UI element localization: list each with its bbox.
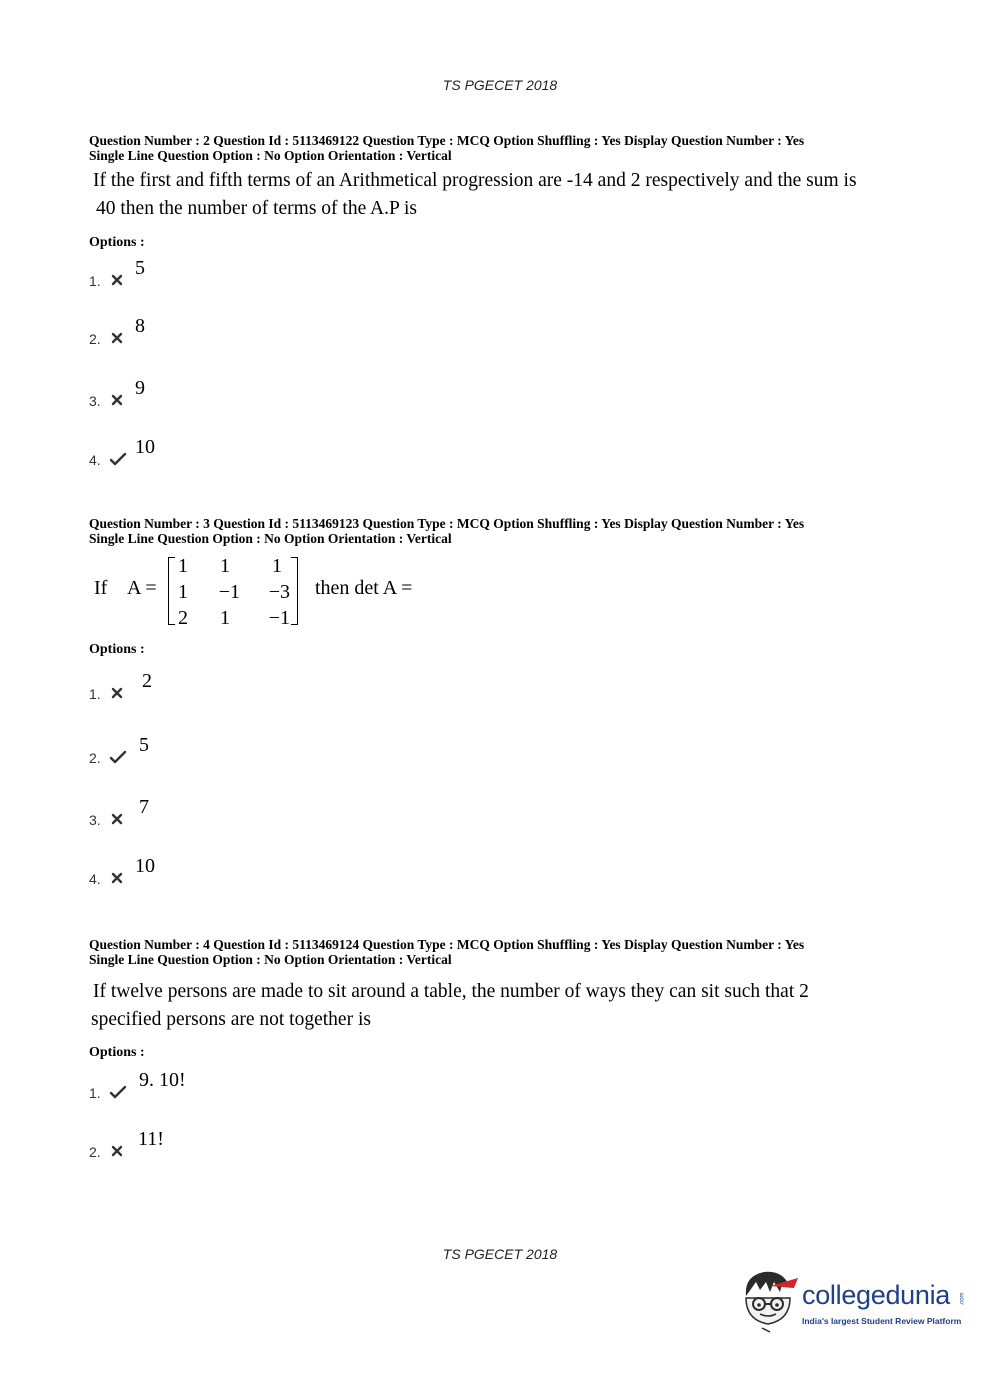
option-value: 5: [135, 257, 145, 279]
option-number: 1.: [89, 686, 101, 702]
options-label: Options :: [89, 235, 145, 250]
question-4-text: [93, 978, 913, 1033]
option-value: 9. 10!: [139, 1069, 186, 1091]
matrix-cell: 2: [178, 607, 188, 629]
matrix-cell: 1: [220, 607, 230, 629]
matrix-cell: −3: [268, 581, 290, 603]
question-suffix: then det A =: [315, 577, 413, 599]
question-4-meta: [89, 938, 909, 967]
option-value: 8: [135, 315, 145, 337]
question-2-meta: [89, 134, 909, 163]
cross-icon: [109, 686, 125, 700]
logo-tagline: India's largest Student Review Platform: [802, 1316, 962, 1326]
question-text-line: If twelve persons are made to sit around a table, the number of ways they can sit such that 2: [93, 981, 809, 1002]
meta-line: Question Number : 3 Question Id : 5113469123 Question Type : MCQ Option Shuffling : Yes Display Question Number : Yes: [89, 516, 805, 531]
question-2-text: [93, 167, 913, 222]
matrix-cell: 1: [220, 555, 230, 577]
logo-name: collegedunia: [802, 1280, 951, 1310]
cross-icon: [109, 812, 125, 826]
matrix-cell: −1: [218, 581, 240, 603]
options-label: Options :: [89, 1045, 145, 1060]
collegedunia-logo[interactable]: [740, 1268, 970, 1338]
option-number: 4.: [89, 452, 101, 468]
options-label: Options :: [89, 642, 145, 657]
option-number: 1.: [89, 273, 101, 289]
option-number: 4.: [89, 871, 101, 887]
option-value: 11!: [138, 1128, 164, 1150]
check-icon: [109, 452, 125, 466]
option-number: 2.: [89, 331, 101, 347]
page-footer: TS PGECET 2018: [442, 1246, 558, 1262]
question-text-line: If the first and fifth terms of an Arithmetical progression are -14 and 2 respectively and the sum is: [93, 170, 857, 191]
page-header: TS PGECET 2018: [442, 77, 558, 93]
option-value: 7: [139, 796, 149, 818]
meta-line: Single Line Question Option : No Option Orientation : Vertical: [89, 530, 452, 546]
cross-icon: [109, 331, 125, 345]
option-number: 2.: [89, 750, 101, 766]
meta-line: Single Line Question Option : No Option Orientation : Vertical: [89, 147, 452, 163]
matrix-cell: 1: [178, 555, 188, 577]
question-prefix: If: [94, 577, 108, 599]
matrix-cell: 1: [272, 555, 282, 577]
mascot-icon: [740, 1268, 802, 1343]
meta-line: Question Number : 2 Question Id : 5113469122 Question Type : MCQ Option Shuffling : Yes Display Question Number : Yes: [89, 133, 805, 148]
meta-line: Question Number : 4 Question Id : 5113469124 Question Type : MCQ Option Shuffling : Yes Display Question Number : Yes: [89, 937, 805, 952]
matrix-cell: −1: [268, 607, 290, 629]
matrix-right-bracket: [291, 557, 298, 625]
option-value: 9: [135, 377, 145, 399]
check-icon: [109, 750, 125, 764]
question-text-line: 40 then the number of terms of the A.P is: [96, 197, 417, 219]
option-number: 3.: [89, 393, 101, 409]
option-number: 1.: [89, 1085, 101, 1101]
logo-dotcom: .com: [959, 1292, 966, 1306]
question-text-line: specified persons are not together is: [91, 1008, 371, 1030]
option-value: 2: [142, 670, 152, 692]
option-value: 5: [139, 734, 149, 756]
option-number: 3.: [89, 812, 101, 828]
check-icon: [109, 1085, 125, 1099]
matrix-name: A =: [127, 577, 157, 599]
option-value: 10: [135, 436, 155, 458]
cross-icon: [109, 393, 125, 407]
option-number: 2.: [89, 1144, 101, 1160]
cross-icon: [109, 1144, 125, 1158]
matrix-cell: 1: [178, 581, 188, 603]
option-value: 10: [135, 855, 155, 877]
meta-line: Single Line Question Option : No Option Orientation : Vertical: [89, 951, 452, 967]
cross-icon: [109, 871, 125, 885]
question-3-meta: [89, 517, 909, 546]
cross-icon: [109, 273, 125, 287]
